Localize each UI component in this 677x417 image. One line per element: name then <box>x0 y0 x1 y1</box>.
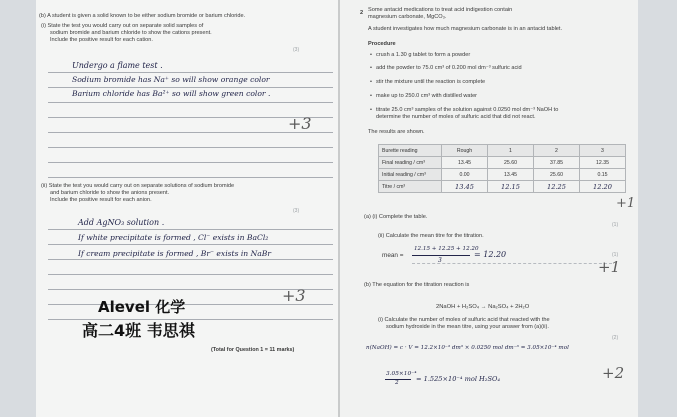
total-marks: (Total for Question 1 = 11 marks) <box>211 347 295 353</box>
mean-answer-line <box>412 263 612 264</box>
question-a-ii: (ii) Calculate the mean titre for the titration. <box>378 233 484 239</box>
table-cell: 25.60 <box>534 169 580 181</box>
table-cell-handwritten: 12.15 <box>488 181 534 193</box>
question-b-i-line2: sodium hydroxide in the mean titre, using your answer from (a)(ii). <box>386 324 549 330</box>
table-row <box>379 181 626 193</box>
calculation-result: = 1.525×10⁻⁴ mol H₂SO₄ <box>416 375 501 383</box>
table-cell: 13.45 <box>442 157 488 169</box>
score-mean: +1 <box>598 258 621 276</box>
table-row <box>379 169 626 181</box>
table-cell: 0.15 <box>580 169 626 181</box>
mark-a-i: (1) <box>612 222 619 228</box>
results-table <box>378 144 626 193</box>
question-b-i-line2: sodium bromide and barium chloride to show the cations present. <box>50 30 212 36</box>
question-2-intro-3: A student investigates how much magnesium carbonate is in an antacid tablet. <box>368 26 563 32</box>
question-2-intro-1: Some antacid medications to treat acid indigestion contain <box>368 7 513 13</box>
table-header-cell: Rough <box>442 145 488 157</box>
mark-b-i: (2) <box>612 335 619 341</box>
step-2: • add the powder to 75.0 cm³ of 0.200 mol dm⁻³ sulfuric acid <box>376 66 522 72</box>
score-b-i: +3 <box>288 114 312 133</box>
answer-i-line2: Sodium bromide has Na⁺ so will show orange color <box>72 75 270 84</box>
table-header-cell: 3 <box>580 145 626 157</box>
table-row-label: Initial reading / cm³ <box>379 169 442 181</box>
question-b-i-line3: Include the positive result for each cation. <box>50 37 153 43</box>
step-5: • titrate 25.0 cm³ samples of the solution against 0.0250 mol dm⁻³ NaOH to <box>376 108 558 114</box>
question-b: (b) The equation for the titration reaction is <box>364 282 470 288</box>
mark-b-ii: (3) <box>293 208 300 214</box>
table-row <box>379 157 626 169</box>
question-b-i-line1: (i) Calculate the number of moles of sulfuric acid that reacted with the <box>378 317 550 323</box>
step-3: • stir the mixture until the reaction is complete <box>376 80 485 86</box>
table-cell: 12.35 <box>580 157 626 169</box>
table-cell-handwritten: 13.45 <box>442 181 488 193</box>
mark-b-i: (3) <box>293 47 300 53</box>
question-b-i-line1: (i) State the test you would carry out on separate solid samples of <box>41 23 204 29</box>
table-cell-handwritten: 12.25 <box>534 181 580 193</box>
score-table: +1 <box>616 196 636 211</box>
score-b-ii: +3 <box>282 286 306 305</box>
question-a-i: (a) (i) Complete the table. <box>364 214 428 220</box>
step-4: • make up to 250.0 cm³ with distilled water <box>376 94 477 100</box>
mark-a-ii: (1) <box>612 252 619 258</box>
table-cell: 37.85 <box>534 157 580 169</box>
mean-result: = 12.20 <box>474 250 507 259</box>
question-b-ii-line1: (ii) State the test you would carry out on separate solutions of sodium bromide <box>41 183 235 189</box>
calculation-numerator: 3.05×10⁻⁴ <box>386 371 417 377</box>
mean-label: mean = <box>382 252 404 259</box>
question-b-ii-line3: Include the positive result for each anion. <box>50 197 152 203</box>
calculation-denominator: 2 <box>395 380 399 386</box>
step-5-cont: determine the number of moles of sulfuric acid that did not react. <box>376 114 536 120</box>
table-header-cell: Burette reading <box>379 145 442 157</box>
table-header-cell: 1 <box>488 145 534 157</box>
procedure-heading: Procedure <box>368 41 396 47</box>
table-cell: 13.45 <box>488 169 534 181</box>
score-b-i: +2 <box>602 364 625 382</box>
table-cell: 25.60 <box>488 157 534 169</box>
answer-ii-line1: Add AgNO₃ solution . <box>78 218 165 227</box>
answer-i-line3: Barium chloride has Ba²⁺ so will show green color . <box>72 89 271 98</box>
mean-denominator: 3 <box>438 257 442 264</box>
question-2-number: 2 <box>360 10 364 16</box>
calculation-line1: n(NaOH) = c · V = 12.2×10⁻³ dm³ × 0.0250 mol dm⁻³ = 3.05×10⁻⁴ mol <box>366 345 569 351</box>
table-row-label: Titre / cm³ <box>379 181 442 193</box>
mean-numerator: 12.15 + 12.25 + 12.20 <box>414 246 479 252</box>
mean-fraction-bar <box>412 255 470 256</box>
question-2-intro-2: magnesium carbonate, MgCO₃. <box>368 14 447 20</box>
question-b-text: (b) A student is given a solid known to be either sodium bromide or barium chloride. <box>39 13 246 19</box>
table-cell-handwritten: 12.20 <box>580 181 626 193</box>
left-page <box>36 0 340 417</box>
right-page <box>340 0 638 417</box>
student-stamp-line2: 高二4班 韦思祺 <box>82 321 195 340</box>
table-row-label: Final reading / cm³ <box>379 157 442 169</box>
table-header-row <box>379 145 626 157</box>
answer-ii-line3: If cream precipitate is formed , Br⁻ exists in NaBr <box>78 249 271 258</box>
answer-ii-line2: If white precipitate is formed , Cl⁻ exists in BaCl₂ <box>78 233 269 242</box>
results-intro: The results are shown. <box>368 129 425 135</box>
question-b-ii-line2: and barium chloride to show the anions present. <box>50 190 170 196</box>
titration-equation: 2NaOH + H₂SO₄ → Na₂SO₄ + 2H₂O <box>436 304 530 310</box>
step-1: • crush a 1.30 g tablet to form a powder <box>376 53 470 59</box>
table-header-cell: 2 <box>534 145 580 157</box>
answer-i-line1: Undergo a flame test . <box>72 61 163 70</box>
student-stamp-line1: Alevel 化学 <box>98 298 186 316</box>
table-cell: 0.00 <box>442 169 488 181</box>
